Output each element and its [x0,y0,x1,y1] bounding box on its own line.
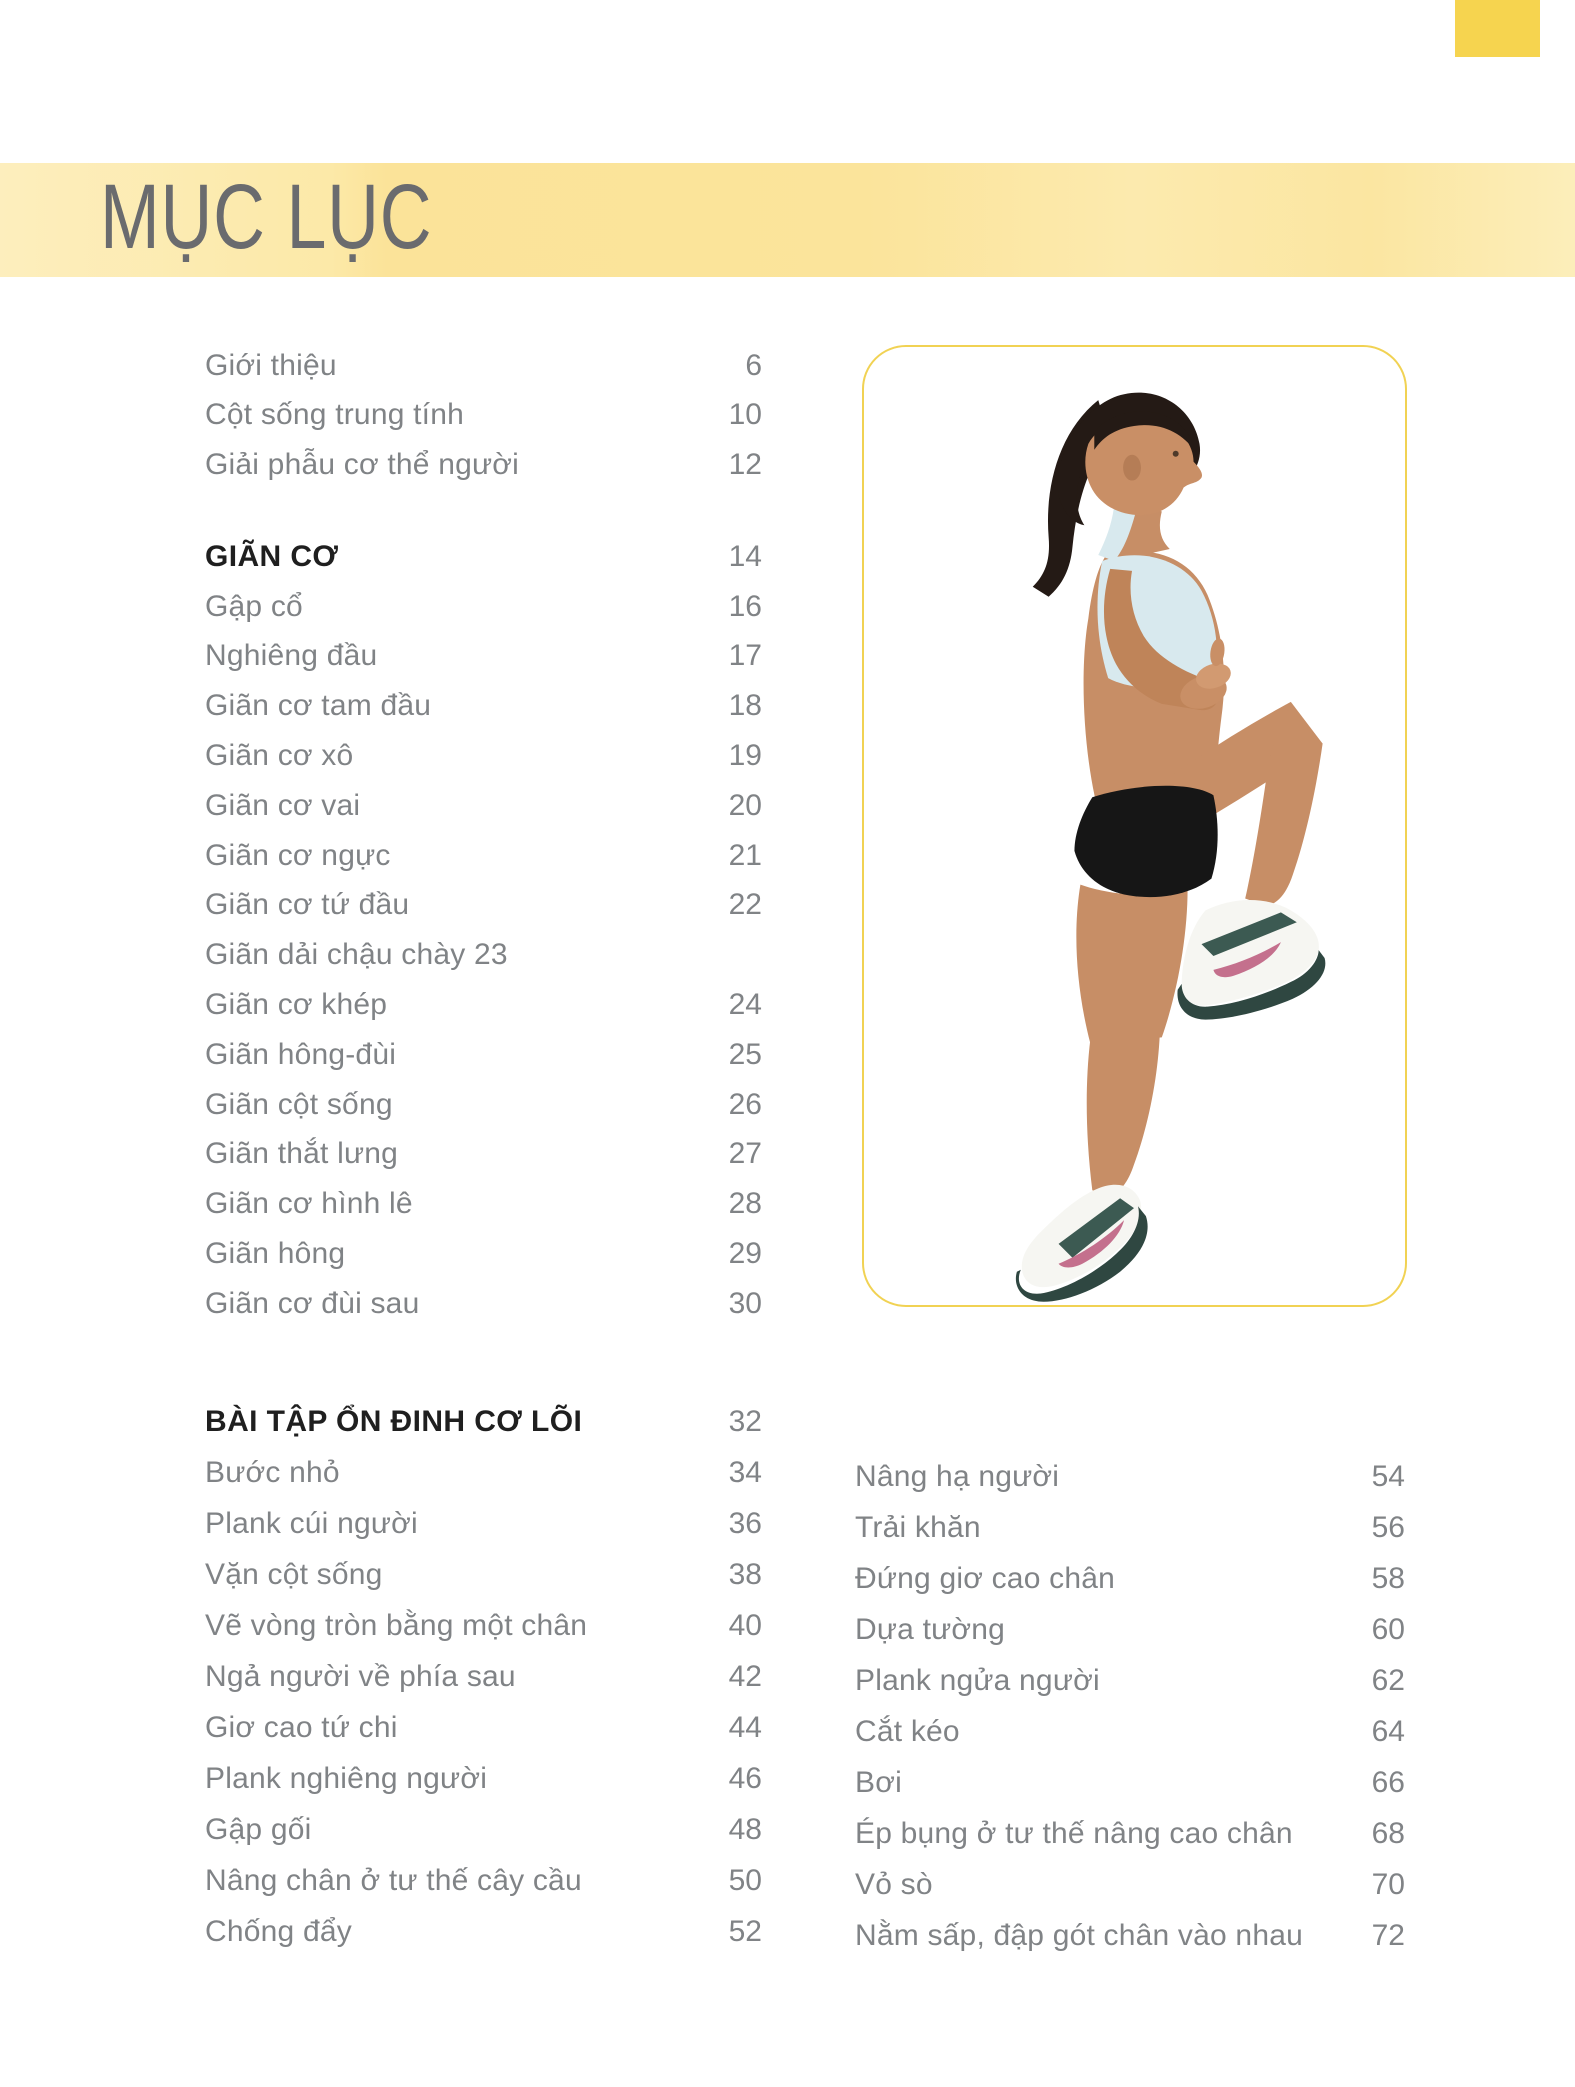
toc-row [205,1600,762,1651]
toc-group-stretching [205,532,762,1329]
toc-item-page: 24 [728,988,762,1022]
toc-item-page: 70 [1371,1867,1405,1901]
toc-row [205,1651,762,1702]
toc-item-page: 58 [1371,1561,1405,1595]
toc-item-page: 52 [728,1914,762,1948]
toc-item-label: Giãn cơ ngực [205,838,391,872]
figure-shorts [1074,786,1217,897]
toc-item-page: 22 [728,888,762,922]
toc-item-page: 46 [728,1761,762,1795]
toc-item-label: Nâng hạ người [855,1459,1060,1493]
toc-item-page: 34 [728,1455,762,1489]
toc-item-label: Cắt kéo [855,1714,960,1748]
toc-item-page: 42 [728,1659,762,1693]
corner-accent-square [1455,0,1540,57]
toc-item-label: Nâng chân ở tư thế cây cầu [205,1863,582,1897]
toc-row [855,1757,1405,1808]
toc-row [205,781,762,831]
toc-row [205,930,762,980]
toc-item-page: 21 [728,838,762,872]
toc-item-page: 40 [728,1608,762,1642]
figure-standing-shoe [1016,1185,1148,1302]
toc-item-label: Giãn cơ đùi sau [205,1286,420,1320]
toc-item-page: 12 [728,447,762,481]
toc-item-label: Đứng giơ cao chân [855,1561,1115,1595]
toc-item-label: Plank ngửa người [855,1663,1100,1697]
toc-row [205,1855,762,1906]
toc-item-label: Dựa tường [855,1612,1006,1646]
toc-item-page: 18 [728,689,762,723]
toc-item-label: Vặn cột sống [205,1557,383,1591]
toc-item-page: 68 [1371,1816,1405,1850]
toc-item-label: Giải phẫu cơ thể người [205,447,519,481]
toc-item-page: 10 [728,398,762,432]
toc-row [855,1502,1405,1553]
toc-row [855,1808,1405,1859]
toc-item-label: Gập cổ [205,589,303,623]
toc-item-page: 20 [728,788,762,822]
toc-group-intro [205,341,762,490]
toc-row [205,881,762,931]
toc-row [205,831,762,881]
toc-row [205,391,762,441]
toc-item-label: Ép bụng ở tư thế nâng cao chân [855,1816,1293,1850]
toc-item-label: Cột sống trung tính [205,398,464,432]
toc-item-label: GIÃN CƠ [205,539,339,573]
toc-item-label: Trải khăn [855,1510,981,1544]
toc-right-column [855,1451,1405,1961]
toc-item-label: Giãn cột sống [205,1087,393,1121]
toc-row [855,1553,1405,1604]
toc-row [205,1549,762,1600]
toc-item-label: Gập gối [205,1812,312,1846]
toc-item-page: 30 [728,1286,762,1320]
toc-item-label: Giơ cao tứ chi [205,1710,398,1744]
toc-item-label: Nghiêng đầu [205,639,378,673]
toc-row [205,1080,762,1130]
toc-row [855,1706,1405,1757]
toc-row [205,1030,762,1080]
toc-row [205,1279,762,1329]
toc-row [205,632,762,682]
toc-row [205,731,762,781]
toc-item-page: 6 [745,348,762,382]
toc-item-page: 16 [728,589,762,623]
toc-item-label: Giãn cơ tứ đầu [205,888,410,922]
toc-item-page: 66 [1371,1765,1405,1799]
toc-row [205,1447,762,1498]
toc-row [205,1130,762,1180]
toc-item-page: 36 [728,1506,762,1540]
toc-item-page: 64 [1371,1714,1405,1748]
toc-row [205,980,762,1030]
toc-item-label: Giới thiệu [205,348,337,382]
toc-item-label: Plank cúi người [205,1506,418,1540]
toc-row [855,1859,1405,1910]
toc-row [205,1229,762,1279]
title-banner [0,163,1575,277]
toc-item-page: 19 [728,739,762,773]
toc-item-label: BÀI TẬP ỔN ĐINH CƠ LÕI [205,1404,583,1438]
toc-item-page: 56 [1371,1510,1405,1544]
toc-item-label: Plank nghiêng người [205,1761,488,1795]
toc-row [205,1753,762,1804]
toc-item-page: 28 [728,1187,762,1221]
toc-item-label: Bước nhỏ [205,1455,340,1489]
toc-item-label: Giãn cơ xô [205,739,354,773]
toc-item-label: Vẽ vòng tròn bằng một chân [205,1608,588,1642]
toc-row [205,341,762,391]
toc-item-page: 17 [728,639,762,673]
toc-row [205,681,762,731]
toc-row [205,532,762,582]
toc-item-page: 29 [728,1237,762,1271]
toc-item-page: 48 [728,1812,762,1846]
toc-row [205,1396,762,1447]
toc-item-page: 38 [728,1557,762,1591]
toc-row [855,1604,1405,1655]
toc-item-page: 62 [1371,1663,1405,1697]
toc-item-label: Bơi [855,1765,902,1799]
toc-item-label: Giãn thắt lưng [205,1137,398,1171]
toc-item-page: 72 [1371,1918,1405,1952]
toc-row [205,1804,762,1855]
toc-item-label: Vỏ sò [855,1867,933,1901]
toc-row [205,1179,762,1229]
toc-item-label: Giãn dải chậu chày 23 [205,938,508,972]
toc-item-page: 27 [728,1137,762,1171]
toc-row [205,1702,762,1753]
toc-item-label: Nằm sấp, đập gót chân vào nhau [855,1918,1303,1952]
toc-row [205,582,762,632]
toc-row [855,1451,1405,1502]
toc-item-label: Giãn hông-đùi [205,1037,397,1071]
exercise-photo-box [862,345,1407,1307]
figure-raised-shoe [1177,900,1325,1020]
toc-item-page: 54 [1371,1459,1405,1493]
toc-item-page: 50 [728,1863,762,1897]
toc-item-page: 26 [728,1087,762,1121]
toc-item-page: 60 [1371,1612,1405,1646]
toc-item-label: Giãn cơ hình lê [205,1187,413,1221]
toc-item-label: Giãn cơ tam đầu [205,689,432,723]
toc-item-label: Ngả người về phía sau [205,1659,516,1693]
toc-group-core [205,1396,762,1957]
toc-row [205,1498,762,1549]
toc-item-label: Giãn hông [205,1237,346,1271]
toc-row [855,1655,1405,1706]
exercise-photo-illustration [864,347,1405,1305]
toc-row [205,440,762,490]
page-title: MỤC LỤC [100,166,433,268]
toc-row [205,1906,762,1957]
toc-item-label: Chống đẩy [205,1914,352,1948]
toc-item-page: 14 [728,539,762,573]
toc-item-label: Giãn cơ khép [205,988,388,1022]
toc-item-page: 25 [728,1037,762,1071]
toc-item-label: Giãn cơ vai [205,788,361,822]
toc-row [855,1910,1405,1961]
toc-item-page: 44 [728,1710,762,1744]
toc-item-page: 32 [728,1404,762,1438]
